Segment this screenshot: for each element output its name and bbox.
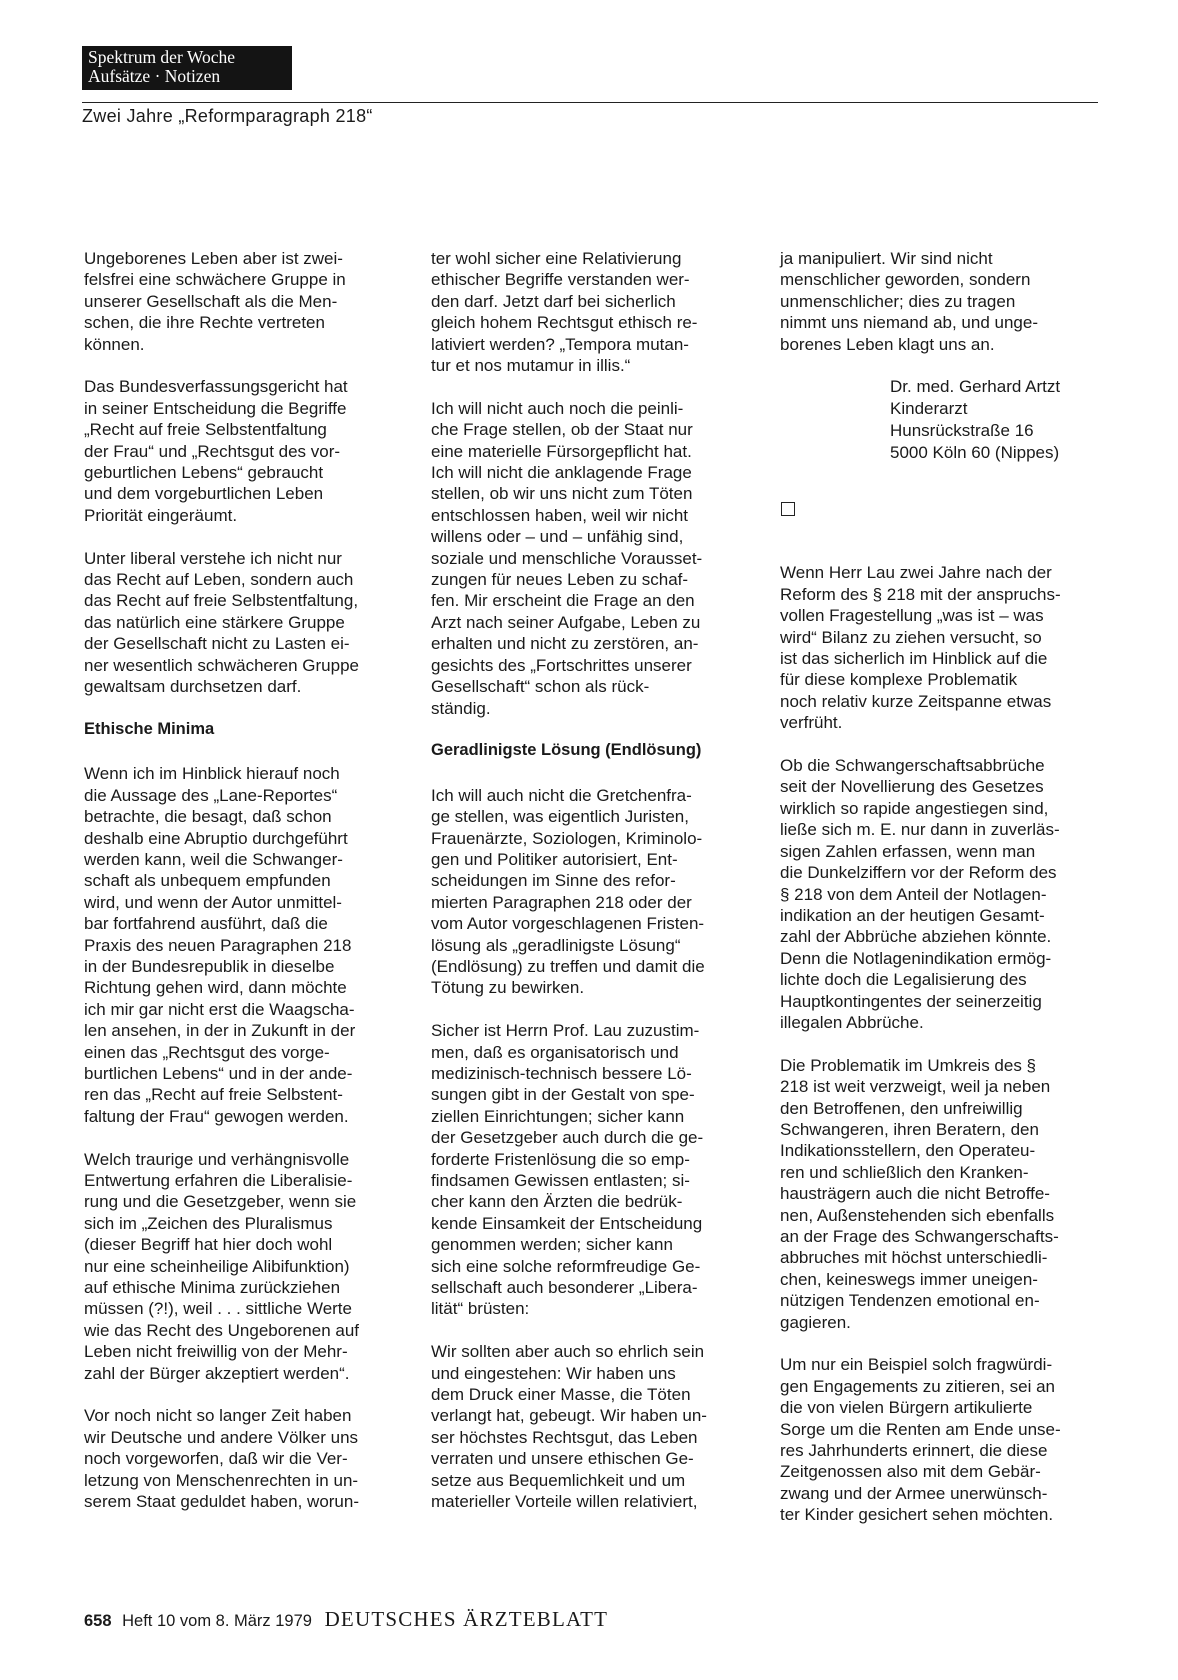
text-line: die Dunkelziffern vor der Reform des xyxy=(780,863,1057,883)
text-line: Ich will auch nicht die Gretchenfra- xyxy=(431,785,692,805)
text-line: ner wesentlich schwächeren Gruppe xyxy=(84,655,359,675)
text-line: Zeitgenossen also mit dem Gebär- xyxy=(780,1462,1041,1482)
text-line: ter wohl sicher eine Relativierung xyxy=(431,249,682,268)
text-line: für diese komplexe Problematik xyxy=(780,670,1018,690)
text-line: erhalten und nicht zu zerstören, an- xyxy=(431,634,699,654)
text-line: gleich hohem Rechtsgut ethisch re- xyxy=(431,313,698,333)
text-line: Wenn ich im Hinblick hierauf noch xyxy=(84,764,340,784)
text-line: soziale und menschliche Vorausset- xyxy=(431,548,703,568)
text-line: indikation an der heutigen Gesamt- xyxy=(780,905,1045,925)
section-heading: Ethische Minima xyxy=(84,719,215,738)
text-line: menschlicher geworden, sondern xyxy=(780,270,1031,290)
paragraph xyxy=(84,376,404,526)
paragraph xyxy=(431,785,753,999)
text-line: Ungeborenes Leben aber ist zwei- xyxy=(84,249,343,268)
text-line: und dem vorgeburtlichen Leben xyxy=(84,484,324,504)
text-line: unserer Gesellschaft als die Men- xyxy=(84,291,338,311)
text-line: vollen Fragestellung „was ist – was xyxy=(780,606,1044,626)
text-line: verfrüht. xyxy=(780,713,843,733)
text-line: res Jahrhunderts erinnert, die diese xyxy=(780,1441,1048,1461)
text-line: abbruches mit höchst unterschiedli- xyxy=(780,1248,1048,1268)
section-header-line-1: Spektrum der Woche xyxy=(88,47,235,67)
text-line: setze aus Bequemlichkeit und um xyxy=(431,1470,686,1490)
text-line: betrachte, die besagt, daß schon xyxy=(84,807,332,827)
text-line: ren das „Recht auf freie Selbstent- xyxy=(84,1085,343,1105)
text-line: bar fortfahrend ausführt, daß die xyxy=(84,914,328,934)
text-line: nur eine scheinheilige Alibifunktion) xyxy=(84,1256,350,1276)
text-line: ließe sich m. E. nur dann in zuverläs- xyxy=(780,820,1060,840)
text-line: faltung der Frau“ gewogen werden. xyxy=(84,1106,349,1126)
text-line: sungen gibt in der Gestalt von spe- xyxy=(431,1085,695,1105)
text-line: findsamen Gewissen entlasten; si- xyxy=(431,1171,690,1191)
text-line: Entwertung erfahren die Liberalisie- xyxy=(84,1171,353,1190)
text-line: Denn die Notlagenindikation ermög- xyxy=(780,948,1052,968)
text-line: wird, und wenn der Autor unmittel- xyxy=(84,892,342,912)
paragraph xyxy=(780,1354,1098,1525)
text-line: die Aussage des „Lane-Reportes“ xyxy=(84,785,338,805)
text-line: deshalb eine Abruptio durchgeführt xyxy=(84,828,348,848)
text-line: letzung von Menschenrechten in un- xyxy=(84,1470,359,1490)
text-line: ist das sicherlich im Hinblick auf die xyxy=(780,649,1048,669)
text-line: ge stellen, was eigentlich Juristen, xyxy=(431,807,689,827)
text-line: auf ethische Minima zurückziehen xyxy=(84,1278,341,1298)
text-line: lichte doch die Legalisierung des xyxy=(780,970,1027,990)
text-line: gen Engagements zu zitieren, sei an xyxy=(780,1376,1056,1396)
text-line: der Gesetzgeber auch durch die ge- xyxy=(431,1128,704,1148)
text-line: chen, keineswegs immer uneigen- xyxy=(780,1269,1038,1289)
text-line: ter Kinder gesichert sehen möchten. xyxy=(780,1505,1054,1525)
text-line: sellschaft auch besonderer „Libera- xyxy=(431,1278,698,1298)
text-line: Tötung zu bewirken. xyxy=(431,978,585,998)
text-line: müssen (?!), weil . . . sittliche Werte xyxy=(84,1299,352,1319)
text-line: Die Problematik im Umkreis des § xyxy=(780,1055,1037,1075)
text-line: willens oder – und – unfähig sind, xyxy=(431,527,684,547)
text-line: Gesellschaft“ schon als rück- xyxy=(431,677,650,697)
text-line: dem Druck einer Masse, die Töten xyxy=(431,1385,691,1405)
text-line: zwang und der Armee unerwünsch- xyxy=(780,1483,1048,1503)
text-line: Vor noch nicht so langer Zeit haben xyxy=(84,1406,352,1426)
text-line: Wir sollten aber auch so ehrlich sein xyxy=(431,1342,705,1362)
text-line: das Recht auf freie Selbstentfaltung, xyxy=(84,591,359,611)
text-line: Richtung gehen wird, dann möchte xyxy=(84,978,347,998)
text-line: Leben nicht freiwillig von der Mehr- xyxy=(84,1342,348,1362)
text-line: Unter liberal verstehe ich nicht nur xyxy=(84,548,342,568)
text-line: kende Einsamkeit der Entscheidung xyxy=(431,1213,703,1233)
section-heading: Geradlinigste Lösung (Endlösung) xyxy=(431,741,702,760)
column-1 xyxy=(84,248,404,1534)
paragraph xyxy=(780,562,1098,733)
text-line: einen das „Rechtsgut des vorge- xyxy=(84,1042,330,1062)
text-line: „Recht auf freie Selbstentfaltung xyxy=(84,420,327,440)
text-line: Sorge um die Renten am Ende unse- xyxy=(780,1419,1061,1439)
text-line: ständig. xyxy=(431,698,491,718)
text-line: nützigen Tendenzen emotional en- xyxy=(780,1291,1040,1311)
text-line: das Recht auf Leben, sondern auch xyxy=(84,570,354,590)
text-line: Praxis des neuen Paragraphen 218 xyxy=(84,935,352,955)
text-line: gewaltsam durchsetzen darf. xyxy=(84,677,302,697)
text-line: illegalen Abbrüche. xyxy=(780,1012,924,1032)
text-line: wirklich so rapide angestiegen sind, xyxy=(780,798,1049,818)
text-line: medizinisch-technisch bessere Lö- xyxy=(431,1063,692,1083)
text-line: scheidungen im Sinne des refor- xyxy=(431,871,676,891)
paragraph xyxy=(780,1055,1098,1333)
text-line: serem Staat geduldet haben, worun- xyxy=(84,1492,360,1512)
text-line: den darf. Jetzt darf bei sicherlich xyxy=(431,291,676,311)
text-line: gagieren. xyxy=(780,1312,851,1332)
paragraph xyxy=(431,398,753,719)
text-line: in seiner Entscheidung die Begriffe xyxy=(84,398,347,418)
text-line: ethischer Begriffe verstanden wer- xyxy=(431,270,690,290)
text-line: der Frau“ und „Rechtsgut des vor- xyxy=(84,441,341,461)
paragraph xyxy=(84,1149,404,1384)
column-3 xyxy=(780,248,1098,1547)
column-2 xyxy=(431,248,753,1534)
text-line: zungen für neues Leben zu schaf- xyxy=(431,570,689,590)
text-line: das natürlich eine stärkere Gruppe xyxy=(84,612,345,632)
text-line: den Betroffenen, den unfreiwillig xyxy=(780,1098,1023,1118)
text-line: Wenn Herr Lau zwei Jahre nach der xyxy=(780,563,1052,583)
signature-line: Kinderarzt xyxy=(890,399,968,419)
text-line: können. xyxy=(84,334,145,354)
article-title: Zwei Jahre „Reformparagraph 218“ xyxy=(82,106,373,126)
page-number: 658 xyxy=(84,1612,112,1630)
text-line: Sicher ist Herrn Prof. Lau zuzustim- xyxy=(431,1021,700,1041)
text-line: Das Bundesverfassungsgericht hat xyxy=(84,377,348,397)
text-line: wie das Recht des Ungeborenen auf xyxy=(84,1320,360,1340)
text-line: lität“ brüsten: xyxy=(431,1299,530,1319)
text-line: wir Deutsche und andere Völker uns xyxy=(84,1427,359,1447)
text-line: Arzt nach seiner Aufgabe, Leben zu xyxy=(431,612,701,632)
paragraph xyxy=(84,548,404,698)
text-line: Indikationsstellern, den Operateu- xyxy=(780,1141,1036,1161)
paragraph xyxy=(780,755,1098,1033)
text-line: werden kann, weil die Schwanger- xyxy=(84,849,343,869)
text-line: wird“ Bilanz zu ziehen versucht, so xyxy=(780,627,1042,647)
text-line: rung und die Gesetzgeber, wenn sie xyxy=(84,1192,357,1212)
text-line: che Frage stellen, ob der Staat nur xyxy=(431,420,693,440)
text-line: lösung als „geradlinigste Lösung“ xyxy=(431,935,681,955)
text-line: ren und schließlich den Kranken- xyxy=(780,1162,1029,1182)
text-line: nen, Außenstehenden sich ebenfalls xyxy=(780,1205,1055,1225)
text-line: ja manipuliert. Wir sind nicht xyxy=(780,249,993,268)
text-line: sich eine solche reformfreudige Ge- xyxy=(431,1256,701,1276)
section-header xyxy=(82,46,292,90)
text-line: Reform des § 218 mit der anspruchs- xyxy=(780,584,1061,604)
text-line: an der Frage des Schwangerschafts- xyxy=(780,1226,1059,1246)
paragraph xyxy=(84,763,404,1127)
text-line: Welch traurige und verhängnisvolle xyxy=(84,1149,350,1169)
text-line: (Endlösung) zu treffen und damit die xyxy=(431,956,705,976)
text-line: borenes Leben klagt uns an. xyxy=(780,334,995,354)
text-line: schaft als unbequem empfunden xyxy=(84,871,331,891)
text-line: verlangt hat, gebeugt. Wir haben un- xyxy=(431,1406,707,1426)
text-line: der Gesellschaft nicht zu Lasten ei- xyxy=(84,634,350,654)
text-line: seit der Novellierung des Gesetzes xyxy=(780,777,1044,797)
text-line: verraten und unsere ethischen Ge- xyxy=(431,1449,694,1469)
text-line: mierten Paragraphen 218 oder der xyxy=(431,892,692,912)
text-line: len ansehen, in der in Zukunft in der xyxy=(84,1021,356,1041)
text-line: felsfrei eine schwächere Gruppe in xyxy=(84,270,346,290)
text-line: vom Autor vorgeschlagenen Fristen- xyxy=(431,914,705,934)
paragraph xyxy=(84,248,404,355)
text-line: ich mir gar nicht erst die Waagscha- xyxy=(84,999,355,1019)
text-line: eine materielle Fürsorgepflicht hat. xyxy=(431,441,692,461)
text-line: geburtlichen Lebens“ gebraucht xyxy=(84,463,324,483)
text-line: Ich will nicht auch noch die peinli- xyxy=(431,398,684,418)
text-line: forderte Fristenlösung die so emp- xyxy=(431,1149,690,1169)
text-line: noch relativ kurze Zeitspanne etwas xyxy=(780,691,1052,711)
text-line: hausträgern auch die nicht Betroffe- xyxy=(780,1184,1050,1204)
text-line: noch vorgeworfen, daß wir die Ver- xyxy=(84,1449,348,1469)
signature-line: 5000 Köln 60 (Nippes) xyxy=(890,443,1060,463)
text-line: schen, die ihre Rechte vertreten xyxy=(84,313,325,333)
text-line: unmenschlicher; dies zu tragen xyxy=(780,291,1016,311)
text-line: 218 ist weit verzweigt, weil ja neben xyxy=(780,1077,1051,1097)
text-line: zahl der Abbrüche abziehen könnte. xyxy=(780,927,1052,947)
text-line: § 218 von dem Anteil der Notlagen- xyxy=(780,884,1047,904)
text-line: Priorität eingeräumt. xyxy=(84,505,238,525)
text-line: Ich will nicht die anklagende Frage xyxy=(431,463,692,483)
signature-line: Hunsrückstraße 16 xyxy=(890,421,1034,441)
text-line: gesichts des „Fortschrittes unserer xyxy=(431,655,692,675)
text-line: in der Bundesrepublik in dieselbe xyxy=(84,956,335,976)
text-line: materieller Vorteile willen relativiert, xyxy=(431,1492,698,1512)
text-line: zahl der Bürger akzeptiert werden“. xyxy=(84,1363,350,1383)
paragraph xyxy=(431,248,753,376)
text-line: sigen Zahlen erfassen, wenn man xyxy=(780,841,1036,861)
text-line: die von vielen Bürgern artikulierte xyxy=(780,1398,1033,1418)
text-line: Frauenärzte, Soziologen, Kriminolo- xyxy=(431,828,703,848)
paragraph xyxy=(780,248,1098,355)
text-line: ziellen Einrichtungen; sicher kann xyxy=(431,1106,685,1126)
text-line: burtlichen Lebens“ und in der ande- xyxy=(84,1063,353,1083)
text-line: entschlossen haben, weil wir nicht xyxy=(431,505,689,525)
end-of-article-square-icon xyxy=(781,502,795,516)
author-signature xyxy=(890,376,1098,464)
text-line: Ob die Schwangerschaftsabbrüche xyxy=(780,756,1045,776)
journal-name: DEUTSCHES ÄRZTEBLATT xyxy=(324,1607,609,1631)
text-line: men, daß es organisatorisch und xyxy=(431,1042,679,1062)
paragraph xyxy=(84,1405,404,1512)
text-line: nimmt uns niemand ab, und unge- xyxy=(780,313,1038,333)
text-line: und eingestehen: Wir haben uns xyxy=(431,1363,676,1383)
text-line: fen. Mir erscheint die Frage an den xyxy=(431,591,695,611)
issue-info: Heft 10 vom 8. März 1979 xyxy=(122,1612,312,1630)
text-line: lativiert werden? „Tempora mutan- xyxy=(431,334,689,354)
paragraph xyxy=(431,1341,753,1512)
page-footer xyxy=(84,1607,608,1632)
text-line: tur et nos mutamur in illis.“ xyxy=(431,356,631,376)
text-line: stellen, ob wir uns nicht zum Töten xyxy=(431,484,693,504)
paragraph xyxy=(431,1020,753,1320)
text-line: sich im „Zeichen des Pluralismus xyxy=(84,1213,333,1233)
text-line: (dieser Begriff hat hier doch wohl xyxy=(84,1235,333,1255)
text-line: Hauptkontingentes der seinerzeitig xyxy=(780,991,1042,1011)
text-line: Schwangeren, ihren Beratern, den xyxy=(780,1119,1039,1139)
text-line: gen und Politiker autorisiert, Ent- xyxy=(431,849,678,869)
section-header-line-2: Aufsätze · Notizen xyxy=(88,66,221,86)
text-line: cher kann den Ärzten die bedrük- xyxy=(431,1192,683,1212)
header-rule xyxy=(82,102,1098,103)
text-line: genommen werden; sicher kann xyxy=(431,1235,673,1255)
signature-line: Dr. med. Gerhard Artzt xyxy=(890,377,1061,397)
text-line: ser höchstes Rechtsgut, das Leben xyxy=(431,1427,698,1447)
text-line: Um nur ein Beispiel solch fragwürdi- xyxy=(780,1355,1053,1375)
